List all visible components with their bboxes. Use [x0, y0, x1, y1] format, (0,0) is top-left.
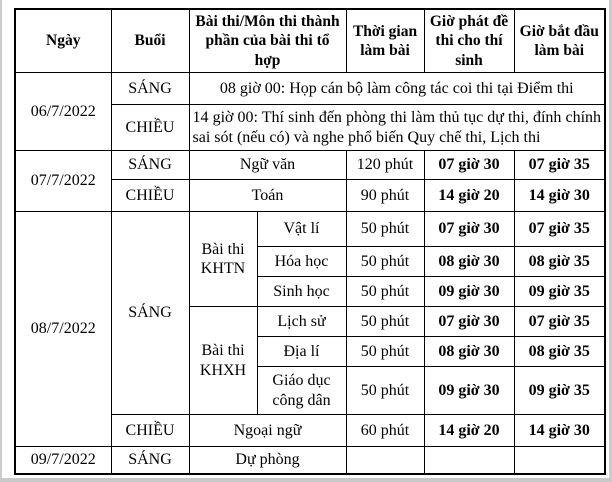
handout-time-cell: 09 giờ 30	[424, 367, 514, 415]
subject-cell: Toán	[189, 180, 346, 212]
subject-cell: Ngoại ngữ	[189, 415, 346, 447]
session-cell: CHIỀU	[111, 180, 189, 212]
page-edge-left	[0, 0, 2, 482]
session-cell: CHIỀU	[111, 105, 189, 151]
start-time-cell: 08 giờ 35	[514, 337, 605, 367]
table-row	[15, 73, 605, 105]
duration-cell: 90 phút	[346, 180, 424, 212]
handout-time-cell: 08 giờ 30	[424, 337, 514, 367]
subject-cell: Dự phòng	[189, 447, 346, 474]
session-cell: SÁNG	[111, 212, 189, 415]
empty-start-cell	[514, 447, 605, 474]
subject-cell: Vật lí	[257, 212, 346, 247]
start-time-cell: 07 giờ 35	[514, 307, 605, 337]
table-row	[15, 212, 605, 247]
start-time-cell: 14 giờ 30	[514, 180, 605, 212]
duration-cell: 50 phút	[346, 337, 424, 367]
date-cell: 08/7/2022	[15, 212, 111, 447]
start-time-cell: 07 giờ 35	[514, 151, 605, 180]
subject-cell: Giáo dục công dân	[257, 367, 346, 415]
header-duration: Thời gian làm bài	[346, 9, 424, 73]
header-date: Ngày	[15, 9, 111, 73]
empty-duration-cell	[346, 447, 424, 474]
empty-handout-cell	[424, 447, 514, 474]
session-cell: SÁNG	[111, 447, 189, 474]
date-cell: 09/7/2022	[15, 447, 111, 474]
exam-group-cell: Bài thi KHTN	[189, 212, 257, 307]
date-cell: 07/7/2022	[15, 151, 111, 212]
note-cell: 08 giờ 00: Họp cán bộ làm công tác coi thi tại Điểm thi	[189, 73, 605, 105]
handout-time-cell: 09 giờ 30	[424, 277, 514, 307]
subject-cell: Ngữ văn	[189, 151, 346, 180]
duration-cell: 50 phút	[346, 212, 424, 247]
header-start-time: Giờ bắt đầu làm bài	[514, 9, 605, 73]
subject-cell: Sinh học	[257, 277, 346, 307]
header-exam: Bài thi/Môn thi thành phần của bài thi tổ hợp	[189, 9, 346, 73]
subject-cell: Địa lí	[257, 337, 346, 367]
session-cell: SÁNG	[111, 151, 189, 180]
start-time-cell: 14 giờ 30	[514, 415, 605, 447]
header-row	[15, 9, 605, 73]
note-cell: 14 giờ 00: Thí sinh đến phòng thi làm thủ tục dự thi, đính chính sai sót (nếu có) và nghe phổ biến Quy chế thi, Lịch thi	[189, 105, 605, 151]
subject-cell: Hóa học	[257, 247, 346, 277]
duration-cell: 60 phút	[346, 415, 424, 447]
session-cell: CHIỀU	[111, 415, 189, 447]
duration-cell: 50 phút	[346, 307, 424, 337]
handout-time-cell: 08 giờ 30	[424, 247, 514, 277]
start-time-cell: 09 giờ 35	[514, 277, 605, 307]
duration-cell: 50 phút	[346, 247, 424, 277]
exam-group-cell: Bài thi KHXH	[189, 307, 257, 415]
duration-cell: 50 phút	[346, 367, 424, 415]
start-time-cell: 07 giờ 35	[514, 212, 605, 247]
subject-cell: Lịch sử	[257, 307, 346, 337]
page-edge-bottom	[0, 478, 612, 482]
handout-time-cell: 07 giờ 30	[424, 212, 514, 247]
start-time-cell: 08 giờ 35	[514, 247, 605, 277]
handout-time-cell: 14 giờ 20	[424, 415, 514, 447]
header-session: Buổi	[111, 9, 189, 73]
handout-time-cell: 14 giờ 20	[424, 180, 514, 212]
date-cell: 06/7/2022	[15, 73, 111, 151]
exam-schedule-table	[14, 8, 606, 475]
duration-cell: 50 phút	[346, 277, 424, 307]
duration-cell: 120 phút	[346, 151, 424, 180]
table-row	[15, 447, 605, 474]
session-cell: SÁNG	[111, 73, 189, 105]
header-handout-time: Giờ phát đề thi cho thí sinh	[424, 9, 514, 73]
handout-time-cell: 07 giờ 30	[424, 151, 514, 180]
handout-time-cell: 07 giờ 30	[424, 307, 514, 337]
table-row	[15, 151, 605, 180]
start-time-cell: 09 giờ 35	[514, 367, 605, 415]
